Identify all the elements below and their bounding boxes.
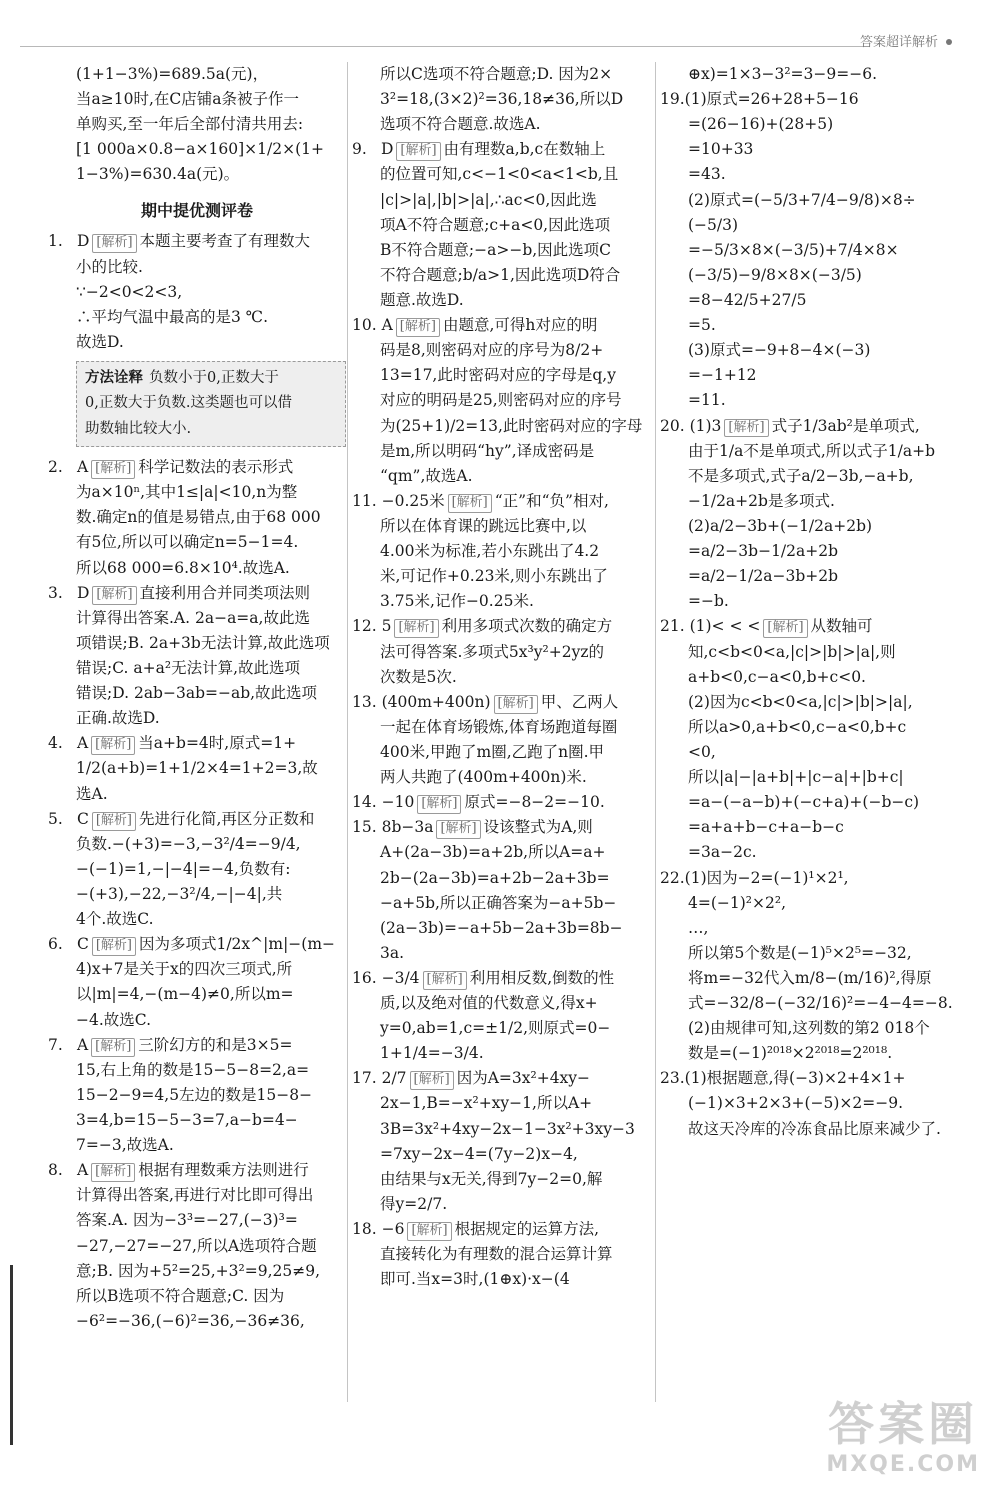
answer-text: 因为多项式1/2x^|m|−(m−: [138, 935, 336, 954]
header-dot: [946, 39, 952, 45]
text-line: =(26−16)+(28+5): [688, 115, 834, 134]
question-number: 7.: [48, 1035, 63, 1054]
answer-item: [660, 866, 960, 891]
text-line: ∵−2<0<2<3,: [76, 282, 183, 301]
text-line: <0,: [688, 742, 716, 761]
text-line: 所以在体育课的跳远比赛中,以: [380, 516, 587, 535]
text-line: 所以68 000=6.8×10⁴.故选A.: [76, 558, 290, 577]
answer-item: [660, 87, 960, 112]
answer-text: 直接利用合并同类项法则: [139, 583, 311, 602]
analysis-tag: [解析]: [410, 1071, 454, 1090]
answer-text: (1)原式=26+28+5−16: [684, 90, 859, 109]
answer-choice: A: [76, 1161, 89, 1180]
answer-text: 当a+b=4时,原式=1+: [138, 734, 297, 753]
answer-text: 因为A=3x²+4xy−: [456, 1069, 591, 1088]
question-number: 5.: [48, 809, 63, 828]
text-line: =11.: [688, 391, 726, 410]
answer-text: 本题主要考查了有理数大: [139, 232, 311, 251]
answer-item: [48, 1158, 346, 1183]
text-line: 直接转化为有理数的混合运算计算: [380, 1245, 613, 1264]
answer-text: 原式=−8−2=−10.: [464, 793, 605, 812]
text-line: 13=17,此时密码对应的字母是q,y: [380, 366, 616, 385]
answer-choice: C: [76, 935, 89, 954]
text-line: 负数.−(+3)=−3,−3²/4=−9/4,: [76, 834, 301, 853]
text-line: 3B=3x²+4xy−2x−1−3x²+3xy−3: [380, 1119, 635, 1138]
text-line: 两人共跑了(400m+400n)米.: [380, 768, 587, 787]
text-line: 法可得答案.多项式5x³y²+2yz的: [380, 642, 604, 661]
text-line: 将m=−32代入m/8−(m/16)²,得原: [688, 968, 932, 987]
answer-text: 式子1/3ab²是单项式,: [771, 416, 920, 435]
answer-choice: 5: [381, 617, 392, 636]
text-line: 数是=(−1)²⁰¹⁸×2²⁰¹⁸=2²⁰¹⁸.: [688, 1044, 893, 1063]
text-line: 错误;C. a+a²无法计算,故此选项: [76, 659, 300, 677]
answer-choice: A: [381, 316, 393, 335]
question-number: 18.: [352, 1220, 377, 1239]
text-line: 错误;D. 2ab−3ab=−ab,故此选项: [76, 684, 318, 703]
text-line: (2)由规律可知,这列数的第2 018个: [688, 1019, 930, 1038]
text-line: 选项不符合题意.故选A.: [380, 115, 541, 134]
answer-item: [48, 932, 346, 957]
tip-text: 0,正数大于负数.这类题也可以借: [85, 395, 292, 412]
text-line: 即可.当x=3时,(1⊕x)·x−(4: [380, 1270, 570, 1289]
answer-choice: A: [76, 1035, 89, 1054]
analysis-tag: [解析]: [763, 619, 807, 638]
answer-item: [352, 815, 655, 840]
answer-text: 三阶幻方的和是3×5=: [138, 1035, 293, 1054]
analysis-tag: [解析]: [417, 795, 461, 814]
text-line: 7=−3,故选A.: [76, 1136, 174, 1155]
answer-item: [352, 313, 655, 338]
text-line: 3²=18,(3×2)²=36,18≠36,所以D: [380, 90, 624, 109]
analysis-tag: [解析]: [423, 971, 467, 990]
analysis-tag: [解析]: [92, 234, 136, 253]
text-line: 有5位,所以可以确定n=5−1=4.: [76, 533, 299, 552]
analysis-tag: [解析]: [92, 586, 136, 605]
question-number: 22.: [660, 868, 685, 887]
answer-choice: (1)< < <: [689, 617, 761, 636]
question-number: 12.: [352, 617, 377, 636]
text-line: 一起在体育场锻炼,体育场跑道每圈: [380, 717, 618, 736]
answer-choice: 8b−3a: [381, 818, 434, 837]
text-line: 3a.: [380, 943, 405, 962]
text-line: …,: [688, 918, 709, 937]
text-line: (−3/5)−9/8×8×(−3/5): [688, 265, 862, 284]
answer-text: (1)根据题意,得(−3)×2+4×1+: [684, 1069, 906, 1088]
question-number: 2.: [48, 458, 63, 477]
text-line: 1+1/4=−3/4.: [380, 1044, 484, 1063]
text-line: (2)a/2−3b+(−1/2a+2b): [688, 516, 873, 535]
answer-item: [48, 807, 346, 832]
answer-choice: C: [76, 809, 89, 828]
watermark-brand: 答案圈: [828, 1397, 979, 1452]
text-line: 4.00米为标准,若小东跳出了4.2: [380, 542, 600, 561]
text-line: −1/2a+2b是多项式.: [688, 491, 835, 510]
analysis-tag: [解析]: [724, 419, 768, 438]
text-line: y=0,ab=1,c=±1/2,则原式=0−: [380, 1019, 611, 1038]
text-line: 1/2(a+b)=1+1/2×4=1+2=3,故: [76, 759, 318, 778]
analysis-tag: [解析]: [448, 494, 492, 513]
text-line: −a+5b,所以正确答案为−a+5b−: [380, 893, 617, 912]
answer-text: 由有理数a,b,c在数轴上: [443, 140, 606, 159]
question-number: 3.: [48, 583, 63, 602]
text-line: [1 000a×0.8−a×160]×1/2×(1+: [76, 140, 324, 159]
tip-text: 负数小于0,正数大于: [149, 370, 279, 386]
answer-item: [352, 1066, 655, 1091]
text-line: ∴平均气温中最高的是3 ℃.: [76, 307, 269, 326]
answer-item: [660, 1066, 960, 1091]
text-line: =a/2−1/2a−3b+2b: [688, 567, 839, 586]
question-number: 19.: [660, 90, 685, 109]
text-line: 知,c<b<0<a,|c|>|b|>|a|,则: [688, 642, 896, 661]
method-tip-box: [76, 361, 346, 447]
text-line: =−5/3×8×(−3/5)+7/4×8×: [688, 240, 899, 259]
column-middle: [352, 62, 655, 1412]
margin-bar: [10, 1265, 13, 1445]
text-line: 400米,甲跑了m圈,乙跑了n圈.甲: [380, 742, 605, 761]
text-line: (2a−3b)=−a+5b−2a+3b=8b−: [380, 918, 623, 937]
answer-item: [352, 614, 655, 639]
text-line: 3=4,b=15−5−3=7,a−b=4−: [76, 1110, 298, 1129]
text-line: 得y=2/7.: [380, 1194, 448, 1213]
text-line: 4个.故选C.: [76, 910, 154, 929]
text-line: (3)原式=−9+8−4×(−3): [688, 341, 871, 360]
text-line: 故选D.: [76, 332, 124, 351]
section-title: 期中提优测评卷: [140, 200, 253, 220]
text-line: a+b<0,c−a<0,b+c<0.: [688, 667, 866, 686]
text-line: −6²=−36,(−6)²=36,−36≠36,: [76, 1311, 305, 1330]
answer-choice: −0.25米: [381, 491, 445, 510]
answer-text: 根据规定的运算方法,: [454, 1220, 600, 1239]
analysis-tag: [解析]: [394, 619, 438, 638]
text-line: (−1)×3+2×3+(−5)×2=−9.: [688, 1094, 904, 1113]
question-number: 9.: [352, 140, 367, 159]
text-line: 是m,所以明码“hy”,译成密码是: [380, 441, 595, 460]
question-number: 11.: [352, 491, 377, 510]
text-line: 质,以及绝对值的代数意义,得x+: [380, 994, 598, 1013]
question-number: 4.: [48, 734, 63, 753]
answer-choice: D: [76, 232, 90, 251]
answer-item: [352, 790, 655, 815]
answer-item: [48, 731, 346, 756]
analysis-tag: [解析]: [407, 1222, 451, 1241]
question-number: 21.: [660, 617, 685, 636]
answer-text: 利用相反数,倒数的性: [469, 968, 615, 987]
text-line: 项A不符合题意;c+a<0,因此选项: [380, 215, 611, 234]
text-line: “qm”,故选A.: [380, 466, 473, 485]
analysis-tag: [解析]: [91, 1038, 135, 1057]
answer-text: 甲、乙两人: [540, 692, 619, 711]
text-line: 对应的明码是25,则密码对应的序号: [380, 391, 622, 410]
answer-choice: 2/7: [381, 1069, 407, 1088]
text-line: =−b.: [688, 592, 729, 611]
text-line: 意;B. 因为+5²=25,+3²=9,25≠9,: [76, 1261, 321, 1280]
text-line: 次数是5次.: [380, 667, 457, 686]
text-line: 计算得出答案,再进行对比即可得出: [76, 1186, 314, 1205]
text-line: =10+33: [688, 140, 754, 159]
text-line: 故这天冷库的冷冻食品比原来减少了.: [688, 1119, 941, 1138]
answer-text: 科学记数法的表示形式: [138, 458, 294, 477]
answer-choice: A: [76, 458, 89, 477]
column-right: [660, 62, 960, 1412]
text-line: −(+3),−22,−3²/4,−|−4|,共: [76, 884, 283, 903]
answer-item: [48, 455, 346, 480]
text-line: 题意.故选D.: [380, 290, 464, 309]
text-line: A+(2a−3b)=a+2b,所以A=a+: [380, 843, 606, 862]
answer-choice: −6: [381, 1220, 405, 1239]
text-line: 不符合题意;b/a>1,因此选项D符合: [380, 265, 621, 284]
analysis-tag: [解析]: [91, 736, 135, 755]
text-line: −27,−27=−27,所以A选项符合题: [76, 1236, 317, 1255]
text-line: 2b−(2a−3b)=a+2b−2a+3b=: [380, 868, 610, 887]
text-line: =8−42/5+27/5: [688, 290, 807, 309]
column-divider-2: [655, 62, 656, 1402]
tip-text: 助数轴比较大小.: [85, 420, 192, 437]
question-number: 8.: [48, 1161, 63, 1180]
answer-choice: (400m+400n): [381, 692, 491, 711]
answer-choice: A: [76, 734, 89, 753]
answer-item: [660, 414, 960, 439]
text-line: 1−3%)=630.4a(元)。: [76, 165, 240, 184]
answer-text: 由题意,可得h对应的明: [442, 316, 598, 335]
text-line: 以|m|=4,−(m−4)≠0,所以m=: [76, 985, 294, 1004]
question-number: 10.: [352, 316, 377, 335]
column-left: [48, 62, 346, 1412]
text-line: =a/2−3b−1/2a+2b: [688, 542, 839, 561]
answer-item: [352, 489, 655, 514]
answer-text: 设该整式为A,则: [483, 818, 593, 837]
analysis-tag: [解析]: [436, 820, 480, 839]
text-line: 由结果与x无关,得到7y−2=0,解: [380, 1169, 603, 1188]
answer-choice: D: [76, 583, 90, 602]
question-number: 15.: [352, 818, 377, 837]
text-line: −4.故选C.: [76, 1010, 152, 1029]
text-line: 由于1/a不是单项式,所以式子1/a+b: [688, 441, 935, 460]
text-line: 所以|a|−|a+b|+|c−a|+|b+c|: [688, 768, 904, 787]
tip-title: 方法诠释: [85, 370, 143, 386]
text-line: (2)原式=(−5/3+7/4−9/8)×8÷: [688, 190, 916, 209]
answer-choice: −10: [381, 793, 415, 812]
text-line: 所以a>0,a+b<0,c−a<0,b+c: [688, 717, 907, 736]
text-line: 当a≥10时,在C店铺a条被子作一: [76, 90, 299, 109]
text-line: 2x−1,B=−x²+xy−1,所以A+: [380, 1094, 593, 1113]
text-line: 小的比较.: [76, 257, 143, 276]
text-line: 答案.A. 因为−3³=−27,(−3)³=: [76, 1211, 298, 1230]
question-number: 17.: [352, 1069, 377, 1088]
answer-choice: (1)3: [689, 416, 722, 435]
answer-text: 先进行化简,再区分正数和: [138, 809, 315, 828]
text-line: ⊕x)=1×3−3²=3−9=−6.: [688, 65, 877, 83]
answer-text: “正”和“负”相对,: [494, 491, 609, 510]
text-line: 单购买,至一年后全部付清共用去:: [76, 115, 304, 134]
answer-text: (1)因为−2=(−1)¹×2¹,: [684, 868, 849, 887]
answer-item: [48, 229, 346, 254]
text-line: =7xy−2x−4=(7y−2)x−4,: [380, 1144, 578, 1163]
question-number: 13.: [352, 692, 377, 711]
column-divider-1: [347, 62, 348, 1402]
analysis-tag: [解析]: [91, 1163, 135, 1182]
text-line: 正确.故选D.: [76, 709, 160, 728]
analysis-tag: [解析]: [91, 460, 135, 479]
text-line: (1+1−3%)=689.5a(元)，: [76, 65, 269, 83]
answer-text: 利用多项式次数的确定方: [441, 617, 613, 636]
text-line: 米,可记作+0.23米,则小东跳出了: [380, 567, 608, 586]
question-number: 23.: [660, 1069, 685, 1088]
analysis-tag: [解析]: [396, 318, 440, 337]
watermark-url: MXQE.COM: [826, 1452, 980, 1478]
text-line: 计算得出答案.A. 2a−a=a,故此选: [76, 608, 310, 627]
header-rule: [20, 46, 870, 47]
answer-choice: −3/4: [381, 968, 420, 987]
answer-item: [352, 137, 655, 162]
text-line: 选A.: [76, 784, 108, 803]
text-line: B不符合题意;−a>−b,因此选项C: [380, 240, 612, 259]
answer-item: [48, 1033, 346, 1058]
text-line: 15−2−9=4,5左边的数是15−8−: [76, 1085, 313, 1104]
answer-item: [352, 690, 655, 715]
question-number: 20.: [660, 416, 685, 435]
text-line: |c|>|a|,|b|>|a|,∴ac<0,因此选: [380, 190, 597, 209]
analysis-tag: [解析]: [396, 142, 440, 161]
text-line: =3a−2c.: [688, 843, 757, 862]
text-line: =5.: [688, 316, 716, 335]
text-line: =a+a+b−c+a−b−c: [688, 818, 844, 837]
answer-choice: D: [380, 140, 394, 159]
text-line: 数.确定n的值是易错点,由于68 000: [76, 508, 321, 527]
question-number: 1.: [48, 232, 63, 251]
answer-item: [660, 614, 960, 639]
text-line: =−1+12: [688, 366, 757, 385]
text-line: 15,右上角的数是15−5−8=2,a=: [76, 1060, 310, 1079]
text-line: 不是多项式,式子a/2−3b,−a+b,: [688, 466, 914, 485]
text-line: 码是8,则密码对应的序号为8/2+: [380, 341, 604, 360]
text-line: 3.75米,记作−0.25米.: [380, 592, 534, 611]
answer-item: [48, 581, 346, 606]
text-line: =43.: [688, 165, 726, 184]
text-line: 式=−32/8−(−32/16)²=−4−4=−8.: [688, 994, 953, 1013]
text-line: 为(25+1)/2=13,此时密码对应的字母: [380, 416, 643, 435]
text-line: 项错误;B. 2a+3b无法计算,故此选项: [76, 633, 330, 652]
question-number: 14.: [352, 793, 377, 812]
text-line: 所以C选项不符合题意;D. 因为2×: [380, 65, 613, 83]
text-line: 为a×10ⁿ,其中1≤|a|<10,n为整: [76, 483, 298, 502]
answer-item: [352, 966, 655, 991]
text-line: =a−(−a−b)+(−c+a)+(−b−c): [688, 793, 920, 812]
analysis-tag: [解析]: [92, 812, 136, 831]
answer-text: 从数轴可: [810, 617, 873, 636]
text-line: 4=(−1)²×2²,: [688, 893, 786, 912]
analysis-tag: [解析]: [494, 695, 538, 714]
header-title: 答案超详解析: [859, 35, 938, 50]
text-line: −(−1)=1,−|−4|=−4,负数有:: [76, 859, 291, 878]
question-number: 16.: [352, 968, 377, 987]
text-line: (−5/3): [688, 215, 739, 234]
text-line: 所以B选项不符合题意;C. 因为: [76, 1286, 285, 1305]
text-line: 所以第5个数是(−1)⁵×2⁵=−32,: [688, 943, 912, 962]
answer-text: 根据有理数乘方法则进行: [138, 1161, 309, 1180]
question-number: 6.: [48, 935, 63, 954]
watermark: [826, 1397, 980, 1483]
answer-item: [352, 1217, 655, 1242]
text-line: (2)因为c<b<0<a,|c|>|b|>|a|,: [688, 692, 913, 711]
analysis-tag: [解析]: [92, 937, 136, 956]
text-line: 4)x+7是关于x的四次三项式,所: [76, 960, 293, 979]
text-line: 的位置可知,c<−1<0<a<1<b,且: [380, 165, 619, 184]
